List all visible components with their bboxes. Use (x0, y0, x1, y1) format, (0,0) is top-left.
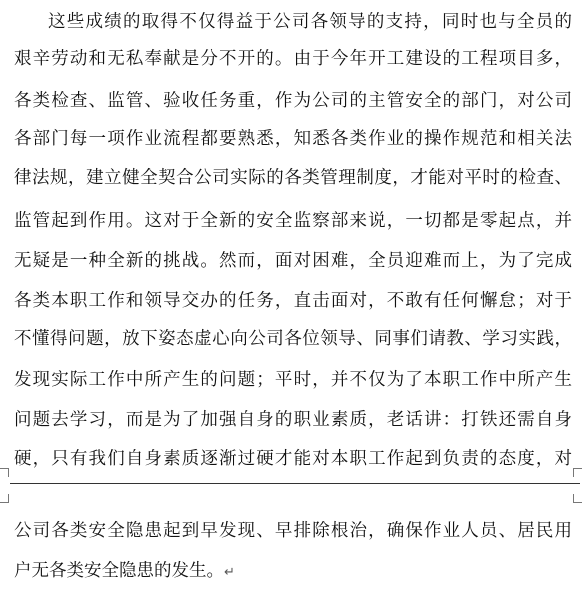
text-line-8: 各类本职工作和领导交办的任务，直击面对，不敢有任何懈怠；对于 (14, 291, 572, 311)
page-corner-mark (0, 468, 9, 477)
page-corner-mark (573, 494, 582, 503)
text-line-5: 律法规，建立健全契合公司实际的各类管理制度，才能对平时的检查、 (14, 168, 572, 188)
text-line-4: 各部门每一项作业流程都要熟悉，知悉各类作业的操作规范和相关法 (14, 129, 572, 149)
page-corner-mark (573, 468, 582, 477)
page-break-divider (10, 483, 580, 484)
text-line-11: 问题去学习，而是为了加强自身的职业素质，老话讲：打铁还需自身 (14, 410, 572, 430)
text-line-12: 硬，只有我们自身素质逐渐过硬才能对本职工作起到负责的态度，对 (14, 449, 572, 469)
text-line-1: 这些成绩的取得不仅得益于公司各领导的支持，同时也与全员的 (48, 12, 572, 32)
text-line-14 (14, 555, 572, 587)
page-corner-mark (0, 494, 9, 503)
paragraph-mark-icon: ↵ (224, 565, 235, 580)
text-line-7: 无疑是一种全新的挑战。然而，面对困难，全员迎难而上，为了完成 (14, 251, 572, 271)
text-line-3: 各类检查、监管、验收任务重，作为公司的主管安全的部门，对公司 (14, 91, 572, 111)
text-line-6: 监管起到作用。这对于全新的安全监察部来说，一切都是零起点，并 (14, 211, 572, 231)
text-line-2: 艰辛劳动和无私奉献是分不开的。由于今年开工建设的工程项目多， (14, 49, 572, 69)
text-line-9: 不懂得问题，放下姿态虚心向公司各位领导、同事们请教、学习实践， (14, 329, 572, 349)
text-line-14-content: 户无各类安全隐患的发生。 (14, 561, 224, 581)
text-line-10: 发现实际工作中所产生的问题；平时，并不仅为了本职工作中所产生 (14, 370, 572, 390)
text-line-13: 公司各类安全隐患起到早发现、早排除根治，确保作业人员、居民用 (14, 521, 572, 541)
